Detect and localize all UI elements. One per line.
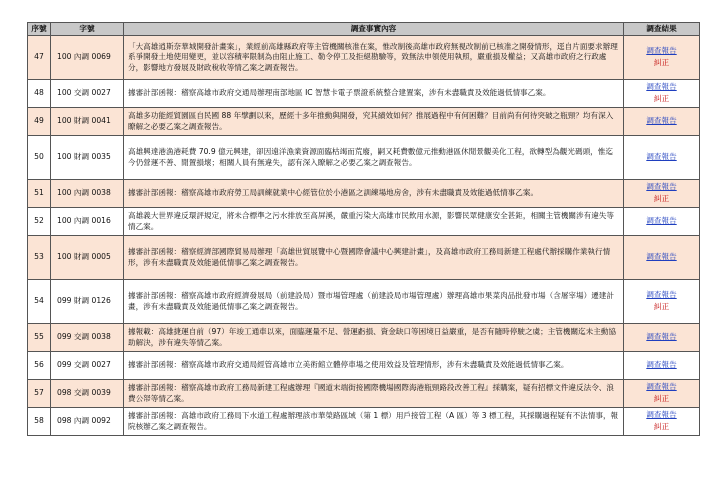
report-link[interactable]: 調查報告: [646, 46, 677, 56]
correction-label: 糾正: [653, 58, 670, 67]
table-body: [28, 36, 700, 436]
row-result: [624, 324, 700, 352]
row-content: 高雄興達港漁港耗費 70.9 億元興建，卻因遠洋漁業資源面臨枯竭而荒廢，嗣又耗費數億元推動港區休閒景觀美化工程，欲轉型為觀光碼頭，惟迄今仍營運不善、閒置損壞；相關人員有無違失，認有深入瞭解之必要乙案之調查報告。: [124, 136, 624, 180]
row-content: 據審計部函報：稽察高雄市政府交通局經管高雄市立美術館立體停車場之使用效益及管理情形，涉有未盡職責及效能過低情事乙案。: [124, 352, 624, 380]
row-case-number: 100 財調 0041: [51, 108, 124, 136]
row-content: 據審計部函報：稽察高雄市政府勞工局訓練就業中心經管位於小港區之訓練場地房舍，涉有未盡職責及效能過低情事乙案。: [124, 180, 624, 208]
header-seq: 序號: [28, 23, 51, 36]
table-row: [28, 180, 700, 208]
row-result: [624, 80, 700, 108]
correction-label: 糾正: [653, 422, 670, 431]
report-link[interactable]: 調查報告: [646, 410, 677, 420]
row-case-number: 100 財調 0005: [51, 236, 124, 280]
row-content: 「大高雄逍斯奈華城開發計畫案」，業經前高雄縣政府等主管機關核准在案，惟改制後高雄市政府無視改制前已核准之開發情形，逕自片面要求辦理系爭開發土地使用變更，並以容積率限制為由阻止施工、勒令停工及拒絕勘驗等，致無法申領使用執照，嚴重損及權益；又高雄市政府之行政處分，影響地方發展及財政稅收等情乙案之調查報告。: [124, 36, 624, 80]
table-row: [28, 108, 700, 136]
row-content: 據審計部函報：稽察高雄市政府經濟發展局（前建設局）暨市場管理處（前建設局市場管理處）辦理高雄市果菜肉品批發市場（含屠宰場）遷建計畫，涉有未盡職責及效能過低情事乙案之調查報告。: [124, 280, 624, 324]
report-link[interactable]: 調查報告: [646, 82, 677, 92]
row-seq: 51: [28, 180, 51, 208]
row-seq: 50: [28, 136, 51, 180]
row-result: [624, 136, 700, 180]
row-seq: 47: [28, 36, 51, 80]
row-content: 高雄義大世界違反環評規定，將未合標準之污水排放至高屏溪，嚴重污染大高雄市民飲用水源，影響民眾健康安全甚鉅，相關主管機關涉有違失等情乙案。: [124, 208, 624, 236]
table-header: [28, 23, 700, 36]
document-page: [27, 22, 699, 436]
header-num: 字號: [51, 23, 124, 36]
row-content: 據審計部函報：高雄市政府工務局下水道工程處辦理該市華榮路區域（第 1 標）用戶接管工程（A 區）等 3 標工程，其採購過程疑有不法情事，報院核辦乙案之調查報告。: [124, 408, 624, 436]
row-content: 據報載：高雄捷運自前（97）年竣工通車以來，面臨運量不足、營運虧損、資金缺口等困境日益嚴重，是否有隨時停駛之虞；主管機關迄未主動協助解決，涉有違失等情乙案。: [124, 324, 624, 352]
row-result: [624, 180, 700, 208]
table-row: [28, 380, 700, 408]
row-result: [624, 380, 700, 408]
row-case-number: 100 內調 0016: [51, 208, 124, 236]
report-link[interactable]: 調查報告: [646, 382, 677, 392]
row-seq: 58: [28, 408, 51, 436]
report-link[interactable]: 調查報告: [646, 116, 677, 126]
row-case-number: 099 交調 0038: [51, 324, 124, 352]
row-case-number: 099 交調 0027: [51, 352, 124, 380]
report-link[interactable]: 調查報告: [646, 252, 677, 262]
correction-label: 糾正: [653, 394, 670, 403]
row-result: [624, 208, 700, 236]
correction-label: 糾正: [653, 94, 670, 103]
table-row: [28, 80, 700, 108]
report-link[interactable]: 調查報告: [646, 290, 677, 300]
row-result: [624, 352, 700, 380]
row-content: 據審計部函報：稽察高雄市政府交通局辦理南部地區 IC 智慧卡電子票證系統整合建置案，涉有未盡職責及效能過低情事乙案。: [124, 80, 624, 108]
table-row: [28, 136, 700, 180]
row-content: 據審計部函報：稽察經濟部國際貿易局辦理「高雄世貿展覽中心暨國際會議中心興建計畫」，及高雄市政府工務局新建工程處代辦採購作業執行情形，涉有未盡職責及效能過低情事乙案之調查報告。: [124, 236, 624, 280]
row-case-number: 098 交調 0039: [51, 380, 124, 408]
report-link[interactable]: 調查報告: [646, 216, 677, 226]
row-seq: 52: [28, 208, 51, 236]
header-content: 調查事實內容: [124, 23, 624, 36]
row-seq: 57: [28, 380, 51, 408]
row-case-number: 100 財調 0035: [51, 136, 124, 180]
table-row: [28, 352, 700, 380]
correction-label: 糾正: [653, 302, 670, 311]
row-result: [624, 408, 700, 436]
row-result: [624, 36, 700, 80]
row-content: 據審計部函報：稽察高雄市政府工務局新建工程處辦理『國道末端街接國際機場國際海港瓶頸路段改善工程』採購案，疑有招標文件違反法令、浪費公帑等情乙案。: [124, 380, 624, 408]
table-row: [28, 324, 700, 352]
report-link[interactable]: 調查報告: [646, 152, 677, 162]
header-result: 調查結果: [624, 23, 700, 36]
row-seq: 54: [28, 280, 51, 324]
table-row: [28, 36, 700, 80]
row-result: [624, 108, 700, 136]
report-link[interactable]: 調查報告: [646, 182, 677, 192]
row-seq: 53: [28, 236, 51, 280]
row-case-number: 099 財調 0126: [51, 280, 124, 324]
correction-label: 糾正: [653, 194, 670, 203]
row-case-number: 100 內調 0038: [51, 180, 124, 208]
table-row: [28, 236, 700, 280]
row-seq: 48: [28, 80, 51, 108]
investigation-table: [27, 22, 700, 436]
row-seq: 56: [28, 352, 51, 380]
row-seq: 55: [28, 324, 51, 352]
row-case-number: 100 內調 0069: [51, 36, 124, 80]
row-case-number: 100 交調 0027: [51, 80, 124, 108]
row-seq: 49: [28, 108, 51, 136]
table-row: [28, 208, 700, 236]
table-row: [28, 408, 700, 436]
report-link[interactable]: 調查報告: [646, 360, 677, 370]
table-row: [28, 280, 700, 324]
row-result: [624, 280, 700, 324]
row-result: [624, 236, 700, 280]
row-case-number: 098 內調 0092: [51, 408, 124, 436]
report-link[interactable]: 調查報告: [646, 332, 677, 342]
row-content: 高雄多功能經貿園區自民國 88 年擘劃以來，歷經十多年推動與開發，究其績效如何？推展過程中有何困難？目前尚有何待突破之瓶頸？均有深入瞭解之必要乙案之調查報告。: [124, 108, 624, 136]
